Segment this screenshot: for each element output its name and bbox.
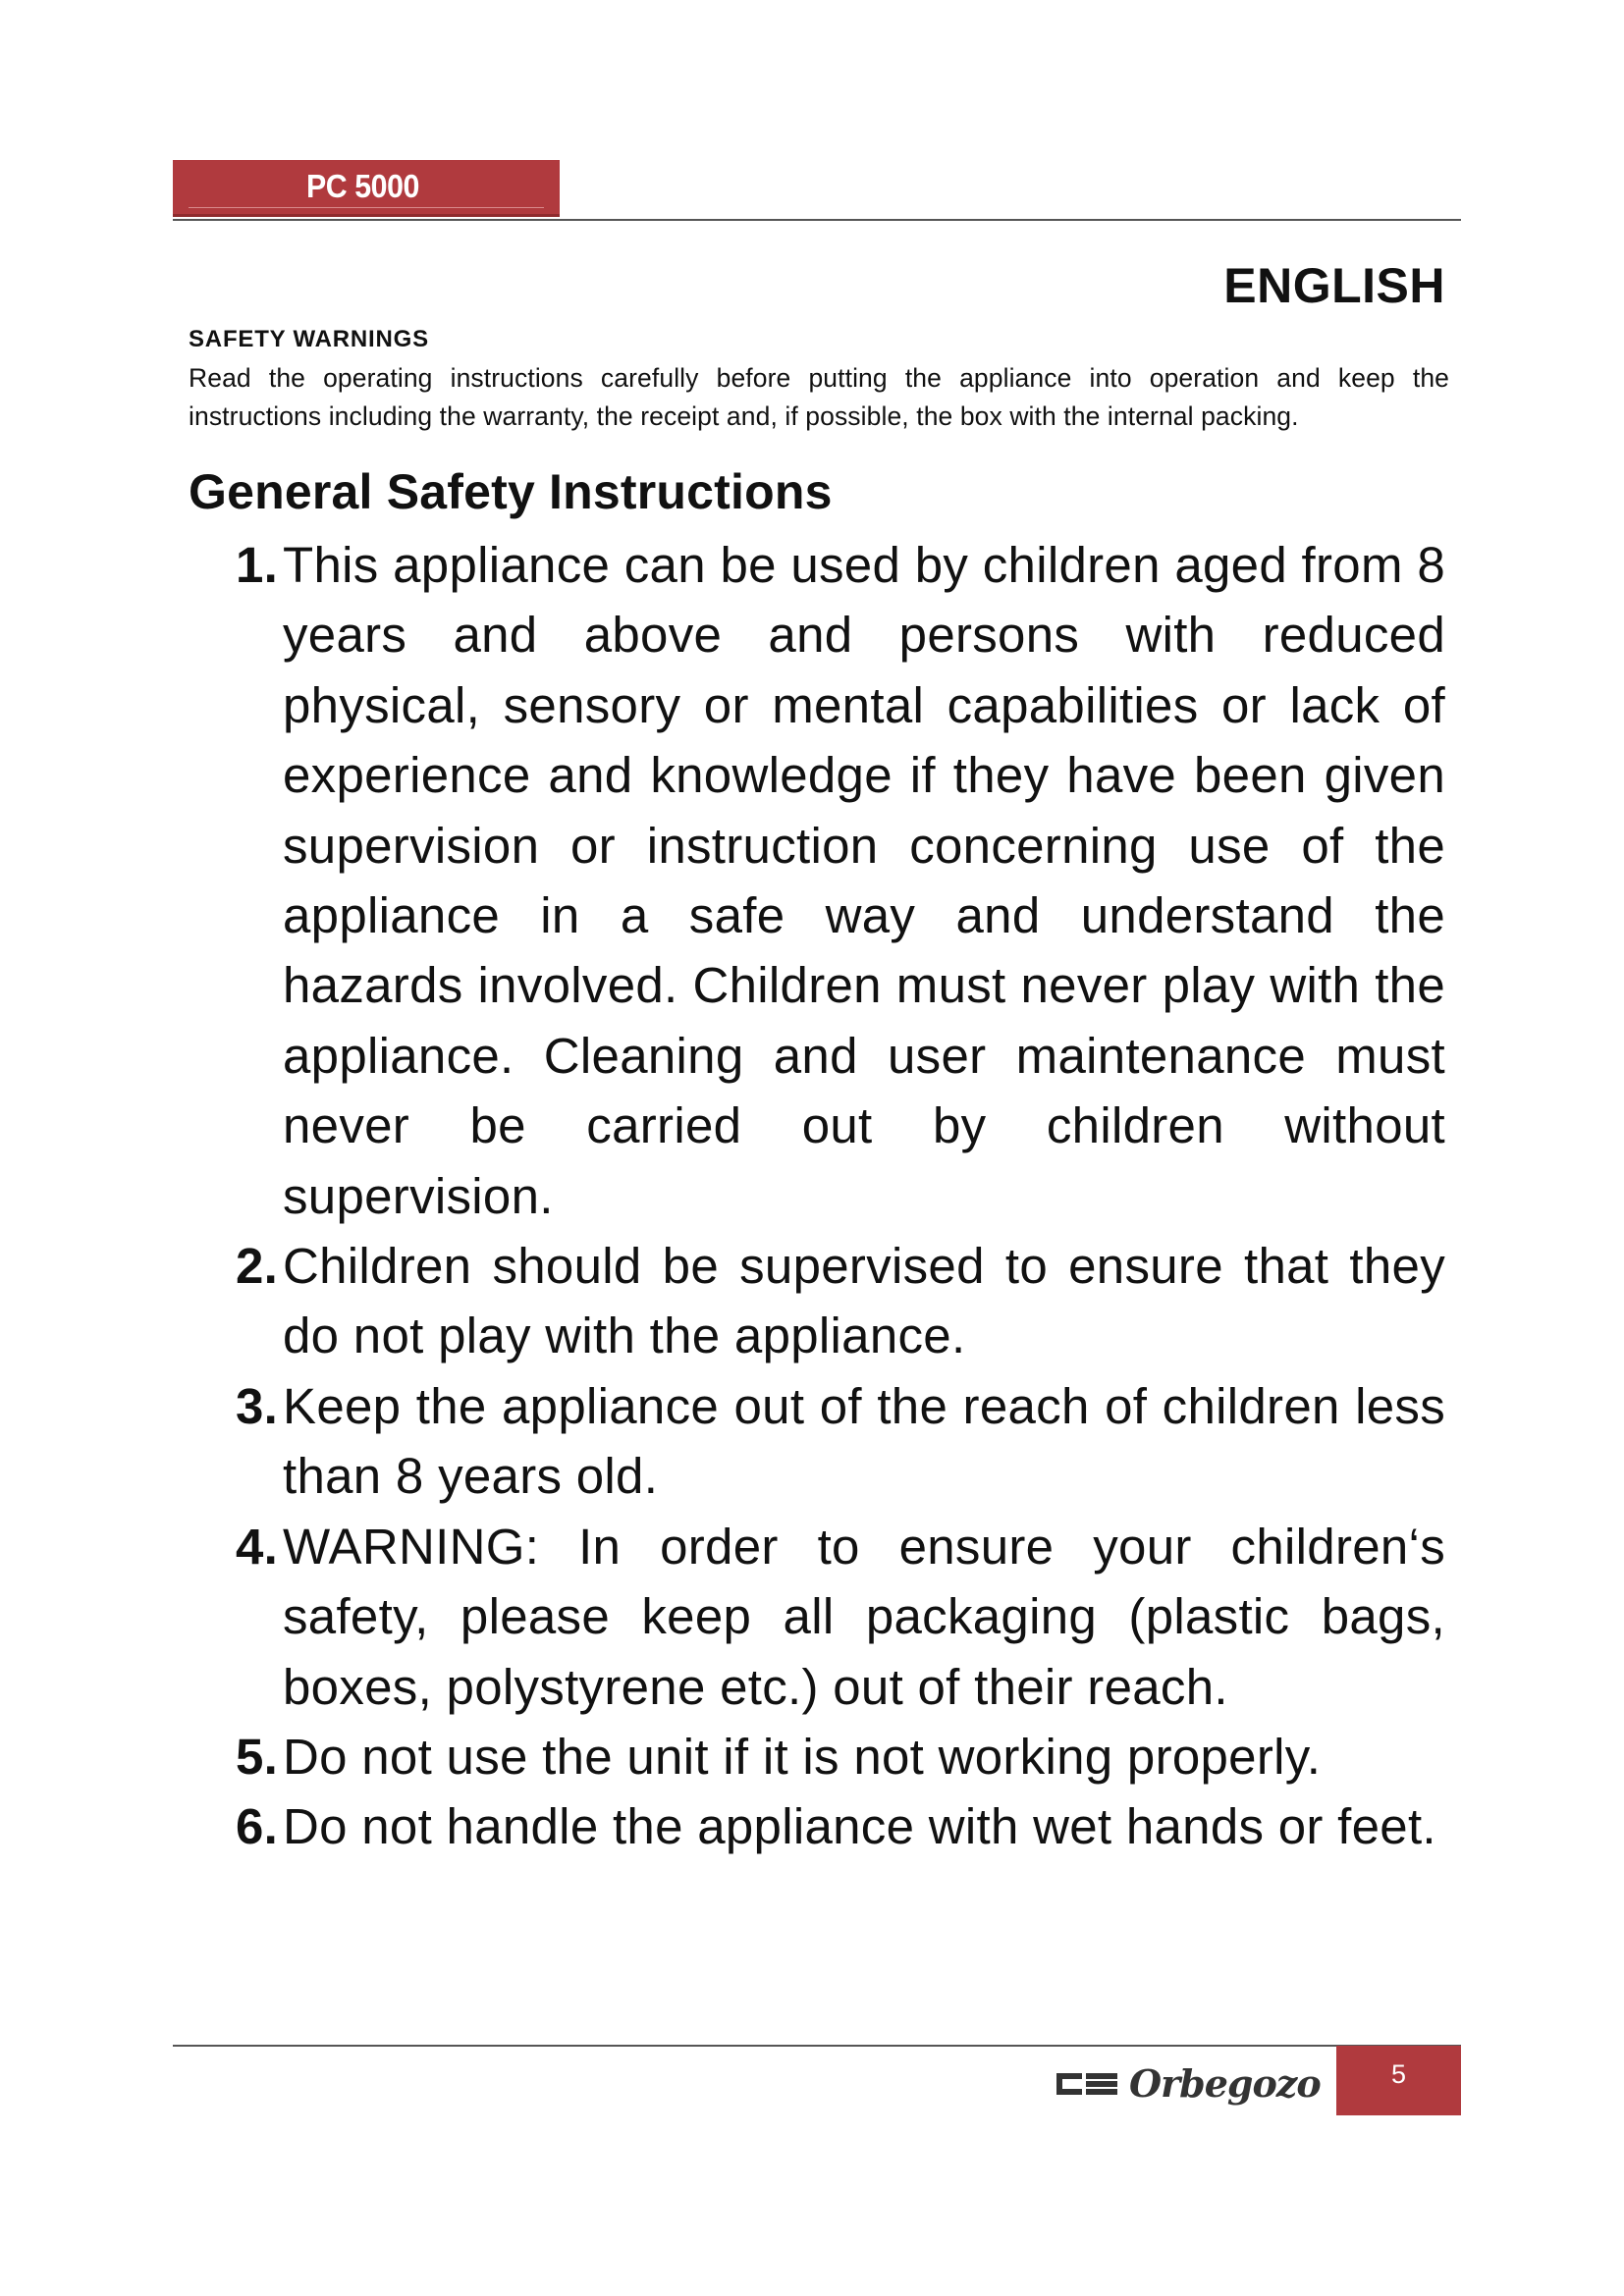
safety-warnings-title: SAFETY WARNINGS — [189, 326, 429, 352]
item-text: This appliance can be used by children aged from 8 years and above and persons with reduced physical, sensory or mental capabilities or lack of experience and knowledge if they have been given supervision or instruction concerning use of the appliance in a safe way and understand the hazards involved. Children must never play with the appliance. Cleaning and user maintenance must never be carried out by children without supervision. — [283, 537, 1445, 1224]
general-safety-title: General Safety Instructions — [189, 464, 833, 519]
item-text: Do not use the unit if it is not working properly. — [283, 1728, 1322, 1785]
header-model-tab — [173, 160, 560, 217]
language-heading: ENGLISH — [1223, 258, 1445, 313]
brand-logo — [1056, 2059, 1321, 2109]
page-number-box — [1336, 2046, 1461, 2115]
list-item — [236, 1231, 1445, 1371]
item-number: 3. — [236, 1377, 279, 1434]
brand-name: Orbegozo — [1129, 2061, 1321, 2106]
item-number: 2. — [236, 1238, 279, 1295]
safety-instructions-list — [236, 530, 1445, 1862]
model-label: PC 5000 — [306, 168, 419, 204]
item-number: 4. — [236, 1518, 279, 1575]
brand-logo-icon — [1056, 2067, 1117, 2101]
item-text: Children should be supervised to ensure that they do not play with the appliance. — [283, 1238, 1445, 1364]
header-tab-inner-line — [189, 207, 544, 208]
item-number: 5. — [236, 1728, 279, 1785]
list-item — [236, 1722, 1445, 1791]
item-number: 1. — [236, 537, 279, 593]
list-item — [236, 530, 1445, 1231]
list-item — [236, 1512, 1445, 1722]
item-number: 6. — [236, 1798, 279, 1855]
list-item — [236, 1371, 1445, 1512]
page-number: 5 — [1390, 2059, 1407, 2089]
list-item — [236, 1791, 1445, 1861]
item-text: Keep the appliance out of the reach of children less than 8 years old. — [283, 1377, 1445, 1505]
item-text: WARNING: In order to ensure your children‘s safety, please keep all packaging (plastic bags, boxes, polystyrene etc.) out of their reach. — [283, 1518, 1445, 1715]
header-divider — [173, 219, 1461, 221]
item-text: Do not handle the appliance with wet hands or feet. — [283, 1798, 1436, 1855]
footer-divider — [173, 2045, 1461, 2047]
safety-warnings-text: Read the operating instructions carefully before putting the appliance into operation and keep the instructions including the warranty, the receipt and, if possible, the box with the internal packing. — [189, 363, 1449, 431]
